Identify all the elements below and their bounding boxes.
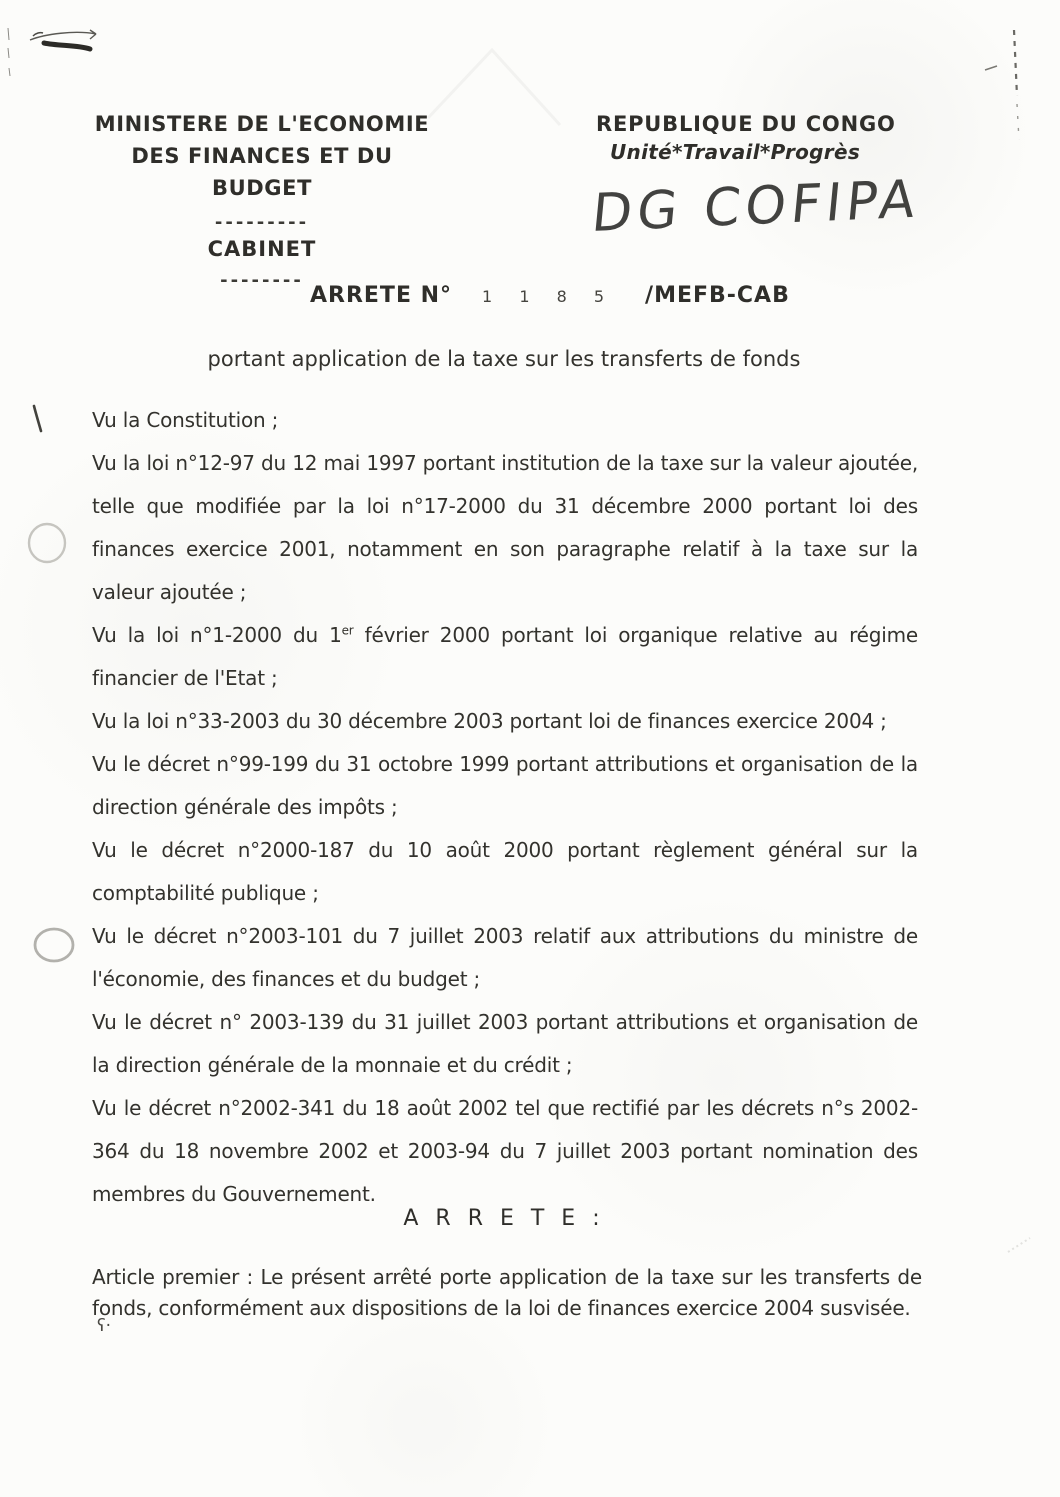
article-premier: Article premier : Le présent arrêté porte application de la taxe sur les transferts de fonds, conformément aux dispositions de la loi de finances exercice 2004 susvisée. [92,1265,922,1320]
national-motto: Unité*Travail*Progrès [610,140,861,164]
handwritten-annotation: DG COFIPA [589,169,923,245]
recital-decret-2003-139: Vu le décret n° 2003-139 du 31 juillet 2003 portant attributions et organisation de la direction générale de la monnaie et du crédit ; [92,1010,918,1077]
decree-subtitle: portant application de la taxe sur les transferts de fonds [207,347,801,371]
recital-decret-2000-187: Vu le décret n°2000-187 du 10 août 2000 portant règlement général sur la comptabilité publique ; [92,838,918,905]
letterhead-republic [596,108,926,164]
bottom-smudge-mark [1008,1238,1030,1252]
title-suffix: /MEFB-CAB [645,283,790,308]
recital-loi-1-2000: Vu la loi n°1-2000 du 1er février 2000 portant loi organique relative au régime financier de l'Etat ; [92,623,918,690]
margin-tick-mark [34,406,41,431]
recital-loi-33-2003: Vu la loi n°33-2003 du 30 décembre 2003 portant loi de finances exercice 2004 ; [92,709,887,733]
separator-dashes: --------- [214,212,310,233]
arrete-heading: A R R E T E : [403,1206,605,1231]
recital-decret-2002-341: Vu le décret n°2002-341 du 18 août 2002 tel que rectifié par les décrets n°s 2002-364 du 18 novembre 2002 et 2003-94 du 7 juillet 2003 portant nomination des membres du Gouvernement. [92,1096,918,1206]
recital-constitution: Vu la Constitution ; [92,408,279,432]
fold-crease [428,50,560,125]
ministry-line-2: DES FINANCES ET DU BUDGET [131,144,393,200]
letterhead-ministry [86,108,438,292]
hole-punch-mark-bottom [35,929,73,961]
cabinet-label: CABINET [207,237,317,261]
scan-edge-marks [985,30,1019,140]
ministry-line-1: MINISTERE DE L'ECONOMIE [94,112,430,136]
republic-name: REPUBLIQUE DU CONGO [596,112,896,136]
hole-punch-mark-top [29,524,65,562]
recitals-block [92,399,918,1216]
recital-decret-99-199: Vu le décret n°99-199 du 31 octobre 1999 portant attributions et organisation de la direction générale des impôts ; [92,752,918,819]
separator-dashes: -------- [220,270,304,291]
decree-title [310,283,790,308]
recital-decret-2003-101: Vu le décret n°2003-101 du 7 juillet 2003 relatif aux attributions du ministre de l'économie, des finances et du budget ; [92,924,918,991]
recital-loi-12-97: Vu la loi n°12-97 du 12 mai 1997 portant institution de la taxe sur la valeur ajoutée, telle que modifiée par la loi n°17-2000 du 31 décembre 2000 portant loi des finances exercice 2001, notamment en son paragraphe relatif à la taxe sur la valeur ajoutée ; [92,451,918,604]
title-prefix: ARRETE N° [310,283,453,308]
stray-ink-mark: ʕ· [97,1316,112,1336]
staple-scribble-mark [8,28,96,76]
decree-number: 1 1 8 5 [482,287,616,306]
